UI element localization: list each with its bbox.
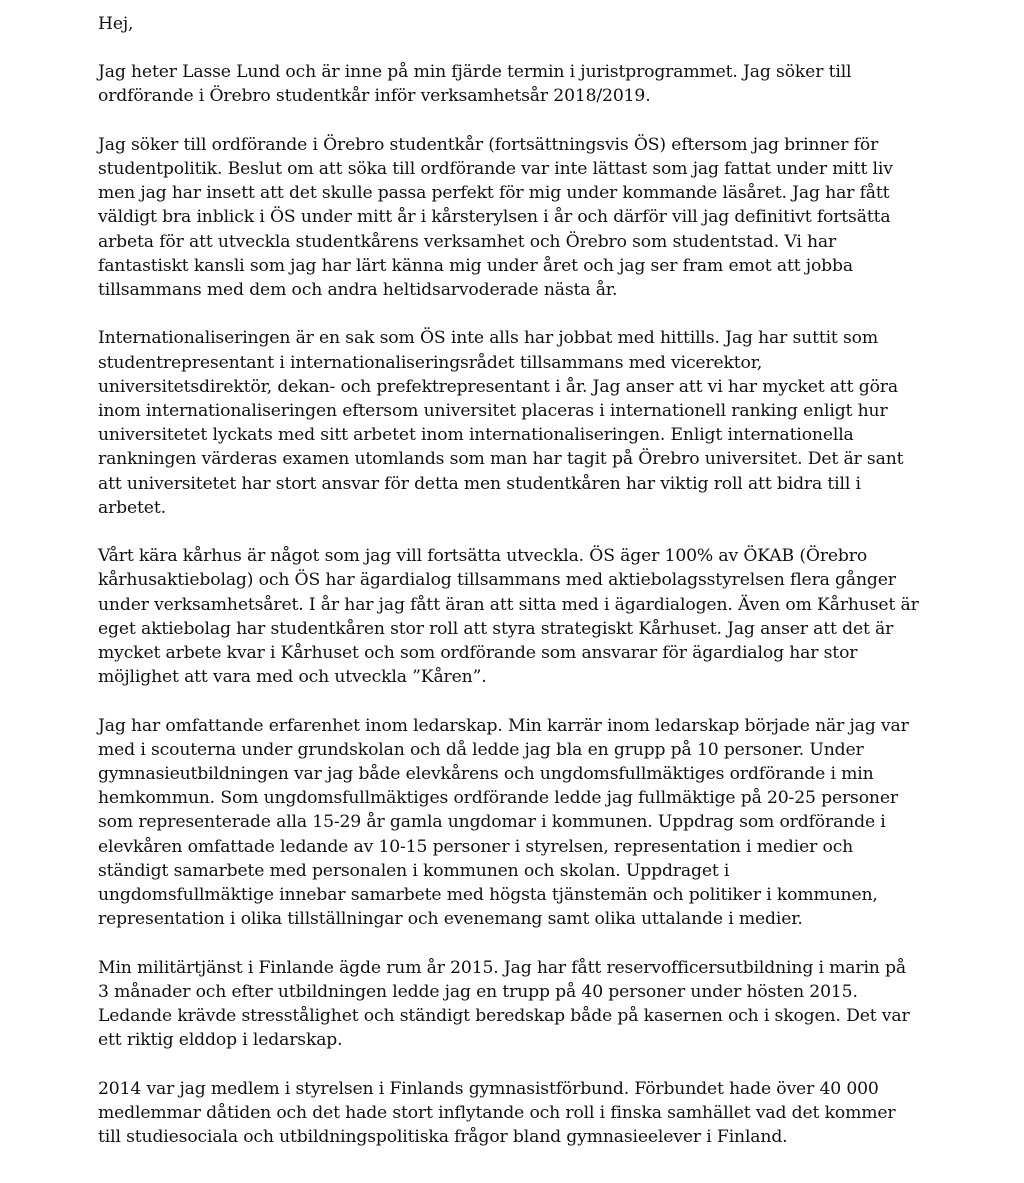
text-line: ett riktig elddop i ledarskap. bbox=[98, 1030, 343, 1051]
text-line: möjlighet att vara med och utveckla ”Kåren”. bbox=[98, 667, 487, 688]
letter-greeting: Hej, bbox=[98, 14, 134, 34]
text-line: eget aktiebolag har studentkåren stor roll att styra strategiskt Kårhuset. Jag anser att det är bbox=[98, 618, 894, 639]
text-line: väldigt bra inblick i ÖS under mitt år i kårsterylsen i år och därför vill jag definitivt fortsätta bbox=[98, 207, 891, 228]
text-line: ordförande i Örebro studentkår inför verksamhetsår 2018/2019. bbox=[98, 86, 651, 107]
text-line: Jag heter Lasse Lund och är inne på min fjärde termin i juristprogrammet. Jag söker till bbox=[98, 62, 852, 83]
text-line: fantastiskt kansli som jag har lärt känna mig under året och jag ser fram emot att jobba bbox=[98, 255, 853, 276]
text-line: Jag söker till ordförande i Örebro studentkår (fortsättningsvis ÖS) eftersom jag brinner för bbox=[98, 134, 879, 155]
text-line: arbeta för att utveckla studentkårens verksamhet och Örebro som studentstad. Vi har bbox=[98, 231, 837, 252]
paragraph-karhus bbox=[98, 544, 924, 689]
text-line: studentpolitik. Beslut om att söka till ordförande var inte lättast som jag fattat under mitt liv bbox=[98, 159, 893, 179]
text-line: elevkåren omfattade ledande av 10-15 personer i styrelsen, representation i medier och bbox=[98, 836, 854, 857]
paragraph-military-service bbox=[98, 956, 924, 1053]
text-line: att universitetet har stort ansvar för detta men studentkåren har viktig roll att bidra till i bbox=[98, 473, 861, 494]
text-line: som representerade alla 15-29 år gamla ungdomar i kommunen. Uppdrag som ordförande i bbox=[98, 812, 886, 833]
text-line: representation i olika tillställningar och evenemang samt olika uttalande i medier. bbox=[98, 909, 803, 930]
text-line: Internationaliseringen är en sak som ÖS inte alls har jobbat med hittills. Jag har suttit som bbox=[98, 328, 879, 349]
text-line: ständigt samarbete med personalen i kommunen och skolan. Uppdraget i bbox=[98, 860, 730, 881]
text-line: Jag har omfattande erfarenhet inom ledarskap. Min karrär inom ledarskap började när jag var bbox=[98, 715, 909, 736]
text-line: med i scouterna under grundskolan och då ledde jag bla en grupp på 10 personer. Under bbox=[98, 739, 864, 760]
text-line: tillsammans med dem och andra heltidsarvoderade nästa år. bbox=[98, 280, 618, 301]
text-line: universitetsdirektör, dekan- och prefektrepresentant i år. Jag anser att vi har mycket att göra bbox=[98, 376, 898, 397]
text-line: gymnasieutbildningen var jag både elevkårens och ungdomsfullmäktiges ordförande i min bbox=[98, 764, 874, 785]
text-line: kårhusaktiebolag) och ÖS har ägardialog tillsammans med aktiebolagsstyrelsen flera gånger bbox=[98, 570, 896, 591]
text-line: inom internationaliseringen eftersom universitet placeras i internationell ranking enligt hur bbox=[98, 401, 888, 422]
text-line: rankningen värderas examen utomlands som man har tagit på Örebro universitet. Det är sant bbox=[98, 449, 904, 470]
letter-page bbox=[98, 12, 924, 1173]
paragraph-internationalisation bbox=[98, 326, 924, 520]
text-line: hemkommun. Som ungdomsfullmäktiges ordförande ledde jag fullmäktige på 20-25 personer bbox=[98, 788, 898, 809]
text-line: medlemmar dåtiden och det hade stort inflytande och roll i finska samhället vad det kommer bbox=[98, 1102, 896, 1123]
text-line: studentrepresentant i internationaliseringsrådet tillsammans med vicerektor, bbox=[98, 352, 763, 373]
paragraph-gymnasistforbund bbox=[98, 1077, 924, 1150]
text-line: Vårt kära kårhus är något som jag vill fortsätta utveckla. ÖS äger 100% av ÖKAB (Örebro bbox=[98, 546, 868, 567]
text-line: till studiesociala och utbildningspolitiska frågor bland gymnasieelever i Finland. bbox=[98, 1127, 788, 1148]
text-line: ungdomsfullmäktige innebar samarbete med högsta tjänstemän och politiker i kommunen, bbox=[98, 885, 878, 906]
text-line: Min militärtjänst i Finlande ägde rum år 2015. Jag har fått reservofficersutbildning i marin på bbox=[98, 957, 906, 978]
text-line: Ledande krävde stresstålighet och ständigt beredskap både på kasernen och i skogen. Det var bbox=[98, 1006, 910, 1027]
paragraph-introduction bbox=[98, 60, 924, 108]
text-line: men jag har insett att det skulle passa perfekt för mig under kommande läsåret. Jag har fått bbox=[98, 183, 890, 204]
paragraph-leadership bbox=[98, 714, 924, 932]
text-line: 2014 var jag medlem i styrelsen i Finlands gymnasistförbund. Förbundet hade över 40 000 bbox=[98, 1078, 879, 1099]
text-line: universitetet lyckats med sitt arbetet inom internationaliseringen. Enligt internationella bbox=[98, 425, 854, 446]
text-line: mycket arbete kvar i Kårhuset och som ordförande som ansvarar för ägardialog har stor bbox=[98, 643, 858, 664]
paragraph-motivation bbox=[98, 133, 924, 302]
text-line: under verksamhetsåret. I år har jag fått äran att sitta med i ägardialogen. Även om Kårhuset är bbox=[98, 594, 919, 615]
text-line: arbetet. bbox=[98, 497, 166, 518]
text-line: 3 månader och efter utbildningen ledde jag en trupp på 40 personer under hösten 2015. bbox=[98, 981, 858, 1002]
